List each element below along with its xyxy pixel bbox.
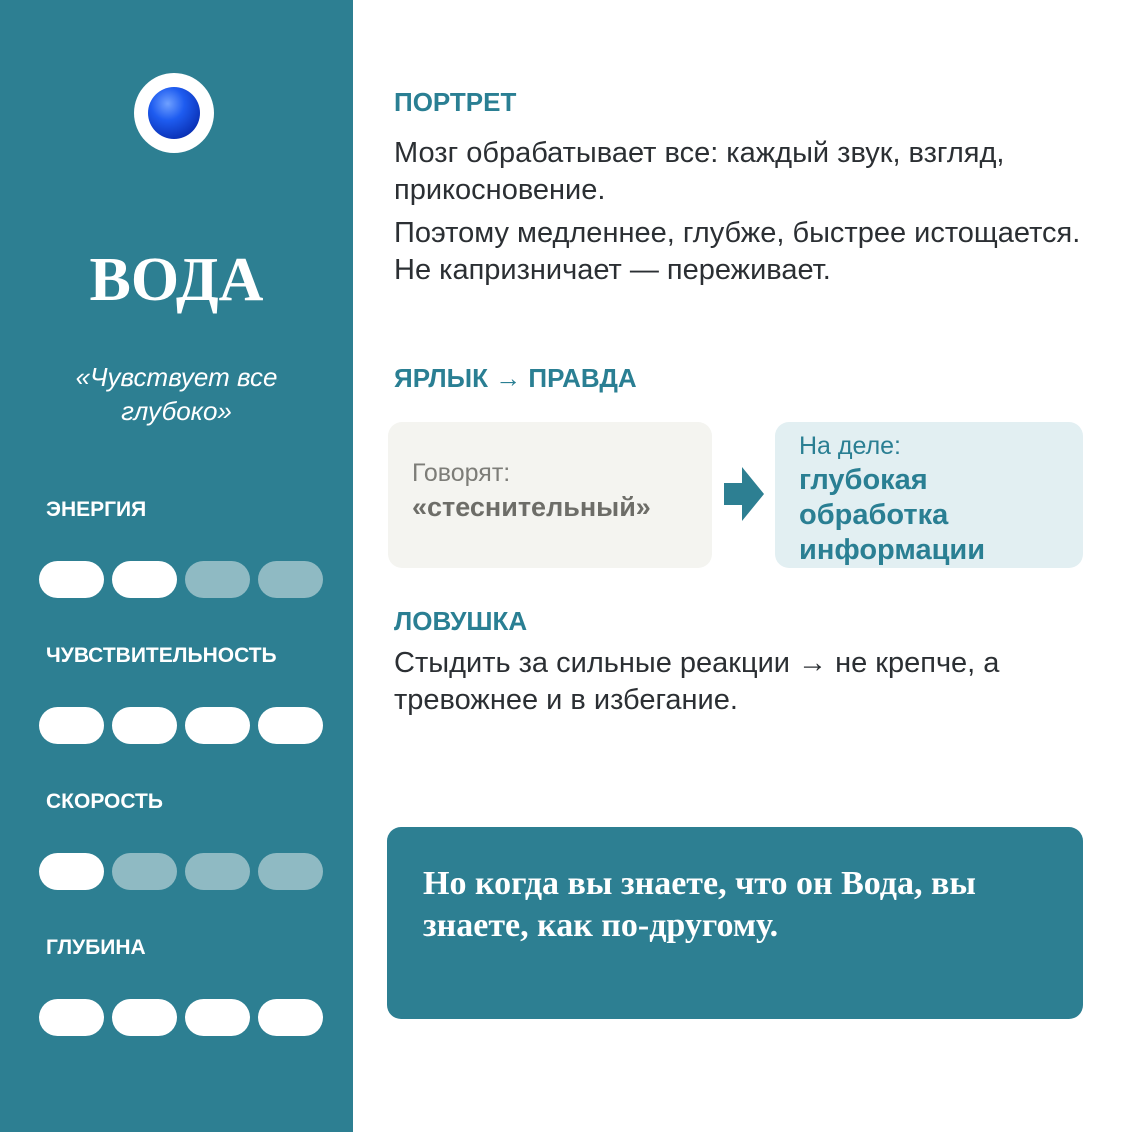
stat-label-sensitivity: ЧУВСТВИТЕЛЬНОСТЬ	[46, 644, 277, 667]
truth-caption: На деле:	[799, 432, 902, 460]
meter-pill-empty	[258, 853, 323, 890]
stat-meter-sensitivity	[39, 707, 323, 744]
portrait-heading: ПОРТРЕТ	[394, 87, 517, 117]
stat-meter-speed	[39, 853, 323, 890]
arrow-right-icon	[724, 467, 764, 521]
blue-orb-icon	[148, 87, 200, 139]
meter-pill-empty	[258, 561, 323, 598]
meter-pill-filled	[112, 707, 177, 744]
meter-pill-filled	[112, 999, 177, 1036]
truth-card	[775, 422, 1083, 568]
stat-label-speed: СКОРОСТЬ	[46, 790, 163, 813]
meter-pill-filled	[185, 999, 250, 1036]
meter-pill-filled	[39, 707, 104, 744]
label-caption: Говорят:	[412, 459, 511, 487]
label-card	[388, 422, 712, 568]
meter-pill-filled	[39, 853, 104, 890]
stat-label-energy: ЭНЕРГИЯ	[46, 498, 147, 521]
portrait-paragraph-2: Поэтому медленнее, глубже, быстрее истощается. Не капризничает — переживает.	[394, 217, 1081, 286]
meter-pill-filled	[39, 561, 104, 598]
meter-pill-empty	[185, 853, 250, 890]
label-value: «стеснительный»	[412, 492, 651, 522]
meter-pill-filled	[258, 707, 323, 744]
meter-pill-empty	[112, 853, 177, 890]
type-title: ВОДА	[89, 246, 264, 314]
orb-icon-badge	[134, 73, 214, 153]
quote-text: Но когда вы знаете, что он Вода, вы знаете, как по-другому.	[423, 865, 976, 944]
label-truth-heading: ЯРЛЫК → ПРАВДА	[394, 363, 637, 393]
quote-box	[387, 827, 1083, 1019]
truth-value: глубокая обработка информации	[799, 464, 986, 566]
stat-meter-energy	[39, 561, 323, 598]
type-tagline: «Чувствует все глубоко»	[75, 362, 278, 426]
meter-pill-filled	[185, 707, 250, 744]
trap-text: Стыдить за сильные реакции → не крепче, а тревожнее и в избегание.	[394, 647, 1000, 716]
meter-pill-filled	[258, 999, 323, 1036]
portrait-paragraph-1: Мозг обрабатывает все: каждый звук, взгляд, прикосновение.	[394, 137, 1005, 206]
stat-meter-depth	[39, 999, 323, 1036]
meter-pill-filled	[112, 561, 177, 598]
stat-label-depth: ГЛУБИНА	[46, 936, 146, 959]
trap-heading: ЛОВУШКА	[394, 606, 528, 636]
sidebar	[0, 0, 353, 1132]
meter-pill-empty	[185, 561, 250, 598]
meter-pill-filled	[39, 999, 104, 1036]
